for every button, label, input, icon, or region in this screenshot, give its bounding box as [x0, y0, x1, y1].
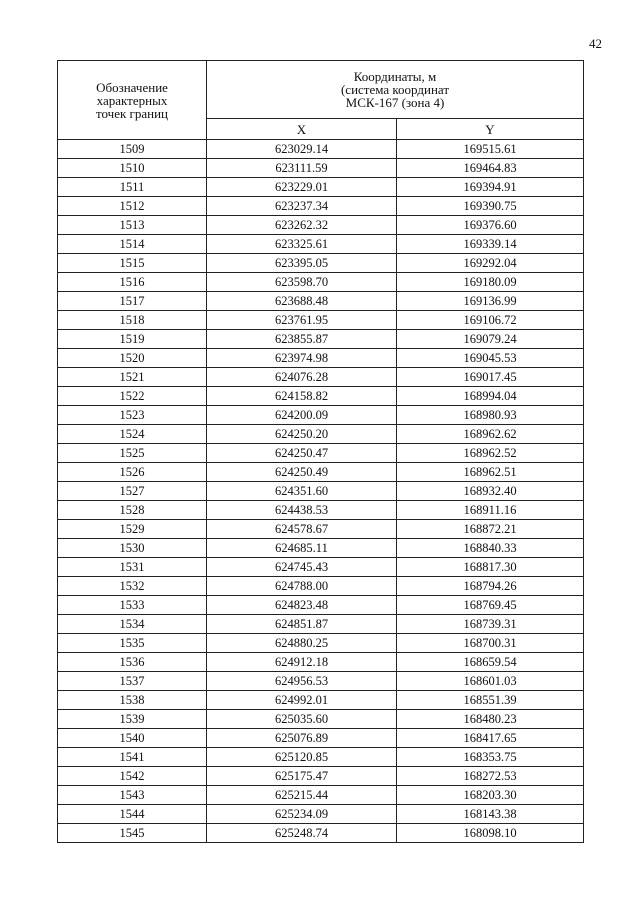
x-coordinate-cell: 625215.44: [207, 786, 397, 805]
table-row: [58, 596, 584, 615]
point-id-cell: 1534: [58, 615, 207, 634]
point-id-cell: 1512: [58, 197, 207, 216]
y-coordinate-cell: 168962.51: [397, 463, 584, 482]
table-row: [58, 634, 584, 653]
point-id-cell: 1511: [58, 178, 207, 197]
x-coordinate-cell: 624578.67: [207, 520, 397, 539]
table-row: [58, 349, 584, 368]
coordinates-header-line: Координаты, м: [353, 69, 437, 84]
table-row: [58, 691, 584, 710]
point-id-cell: 1535: [58, 634, 207, 653]
x-coordinate-cell: 623111.59: [207, 159, 397, 178]
table-row: [58, 729, 584, 748]
x-coordinate-cell: 624351.60: [207, 482, 397, 501]
table-row: [58, 501, 584, 520]
point-id-cell: 1520: [58, 349, 207, 368]
coordinates-header: [207, 61, 584, 119]
point-id-cell: 1539: [58, 710, 207, 729]
x-coordinate-cell: 623598.70: [207, 273, 397, 292]
x-coordinate-cell: 623395.05: [207, 254, 397, 273]
x-coordinate-cell: 624956.53: [207, 672, 397, 691]
y-coordinate-cell: 169390.75: [397, 197, 584, 216]
y-coordinate-cell: 168417.65: [397, 729, 584, 748]
x-coordinate-cell: 624992.01: [207, 691, 397, 710]
x-coordinate-cell: 625248.74: [207, 824, 397, 843]
table-row: [58, 387, 584, 406]
x-coordinate-cell: 624250.20: [207, 425, 397, 444]
x-coordinate-cell: 624823.48: [207, 596, 397, 615]
y-coordinate-cell: 169376.60: [397, 216, 584, 235]
y-column-header: Y: [397, 119, 584, 140]
table-row: [58, 539, 584, 558]
y-coordinate-cell: 168143.38: [397, 805, 584, 824]
y-coordinate-cell: 168098.10: [397, 824, 584, 843]
table-row: [58, 482, 584, 501]
x-coordinate-cell: 624880.25: [207, 634, 397, 653]
y-coordinate-cell: 169180.09: [397, 273, 584, 292]
table-body: [58, 140, 584, 843]
y-coordinate-cell: 168272.53: [397, 767, 584, 786]
table-row: [58, 159, 584, 178]
x-coordinate-cell: 624438.53: [207, 501, 397, 520]
coordinates-header-line: (система координат: [340, 82, 450, 97]
y-coordinate-cell: 169515.61: [397, 140, 584, 159]
y-coordinate-cell: 169394.91: [397, 178, 584, 197]
table-row: [58, 710, 584, 729]
y-coordinate-cell: 169106.72: [397, 311, 584, 330]
x-coordinate-cell: 624788.00: [207, 577, 397, 596]
point-id-cell: 1519: [58, 330, 207, 349]
x-coordinate-cell: 625175.47: [207, 767, 397, 786]
point-id-cell: 1514: [58, 235, 207, 254]
point-id-cell: 1516: [58, 273, 207, 292]
y-coordinate-cell: 169079.24: [397, 330, 584, 349]
table-row: [58, 824, 584, 843]
point-id-cell: 1513: [58, 216, 207, 235]
x-coordinate-cell: 623262.32: [207, 216, 397, 235]
x-coordinate-cell: 624158.82: [207, 387, 397, 406]
table-row: [58, 330, 584, 349]
x-coordinate-cell: 623974.98: [207, 349, 397, 368]
table-row: [58, 311, 584, 330]
point-id-cell: 1545: [58, 824, 207, 843]
x-coordinate-cell: 624912.18: [207, 653, 397, 672]
y-coordinate-cell: 168872.21: [397, 520, 584, 539]
y-coordinate-cell: 168911.16: [397, 501, 584, 520]
designation-header-line: характерных: [96, 92, 168, 108]
y-coordinate-cell: 168840.33: [397, 539, 584, 558]
point-id-cell: 1528: [58, 501, 207, 520]
table-row: [58, 178, 584, 197]
point-id-cell: 1542: [58, 767, 207, 786]
y-coordinate-cell: 168962.62: [397, 425, 584, 444]
table-header: [58, 61, 584, 140]
table-row: [58, 672, 584, 691]
x-coordinate-cell: 625234.09: [207, 805, 397, 824]
y-coordinate-cell: 168739.31: [397, 615, 584, 634]
x-coordinate-cell: 623325.61: [207, 235, 397, 254]
point-id-cell: 1533: [58, 596, 207, 615]
table-row: [58, 577, 584, 596]
point-id-cell: 1527: [58, 482, 207, 501]
y-coordinate-cell: 169045.53: [397, 349, 584, 368]
table-row: [58, 444, 584, 463]
table-row: [58, 558, 584, 577]
y-coordinate-cell: 169292.04: [397, 254, 584, 273]
table-row: [58, 406, 584, 425]
coordinates-header-line: МСК-167 (зона 4): [345, 95, 445, 110]
y-coordinate-cell: 168794.26: [397, 577, 584, 596]
y-coordinate-cell: 169464.83: [397, 159, 584, 178]
point-id-cell: 1544: [58, 805, 207, 824]
table-row: [58, 197, 584, 216]
y-coordinate-cell: 168932.40: [397, 482, 584, 501]
table-row: [58, 615, 584, 634]
point-id-cell: 1538: [58, 691, 207, 710]
table-row: [58, 786, 584, 805]
designation-header: [58, 61, 207, 140]
table-row: [58, 748, 584, 767]
designation-header-line: Обозначение: [96, 79, 168, 95]
point-id-cell: 1523: [58, 406, 207, 425]
y-coordinate-cell: 168203.30: [397, 786, 584, 805]
point-id-cell: 1543: [58, 786, 207, 805]
point-id-cell: 1525: [58, 444, 207, 463]
y-coordinate-cell: 168700.31: [397, 634, 584, 653]
point-id-cell: 1536: [58, 653, 207, 672]
x-coordinate-cell: 623855.87: [207, 330, 397, 349]
table-row: [58, 368, 584, 387]
point-id-cell: 1537: [58, 672, 207, 691]
table-row: [58, 235, 584, 254]
x-coordinate-cell: 624851.87: [207, 615, 397, 634]
x-column-header: X: [207, 119, 397, 140]
x-coordinate-cell: 624745.43: [207, 558, 397, 577]
designation-header-line: точек границ: [95, 105, 169, 121]
y-coordinate-cell: 168659.54: [397, 653, 584, 672]
y-coordinate-cell: 168551.39: [397, 691, 584, 710]
x-coordinate-cell: 624076.28: [207, 368, 397, 387]
coordinates-table: [57, 60, 584, 843]
table-row: [58, 653, 584, 672]
point-id-cell: 1521: [58, 368, 207, 387]
y-coordinate-cell: 168817.30: [397, 558, 584, 577]
y-coordinate-cell: 168994.04: [397, 387, 584, 406]
point-id-cell: 1526: [58, 463, 207, 482]
y-coordinate-cell: 168353.75: [397, 748, 584, 767]
x-coordinate-cell: 624250.49: [207, 463, 397, 482]
x-coordinate-cell: 624200.09: [207, 406, 397, 425]
x-coordinate-cell: 625035.60: [207, 710, 397, 729]
table-row: [58, 273, 584, 292]
x-coordinate-cell: 623229.01: [207, 178, 397, 197]
x-coordinate-cell: 623688.48: [207, 292, 397, 311]
point-id-cell: 1530: [58, 539, 207, 558]
x-coordinate-cell: 623761.95: [207, 311, 397, 330]
table-row: [58, 216, 584, 235]
x-coordinate-cell: 624685.11: [207, 539, 397, 558]
x-coordinate-cell: 623029.14: [207, 140, 397, 159]
x-coordinate-cell: 625076.89: [207, 729, 397, 748]
point-id-cell: 1510: [58, 159, 207, 178]
y-coordinate-cell: 168480.23: [397, 710, 584, 729]
y-coordinate-cell: 169339.14: [397, 235, 584, 254]
point-id-cell: 1509: [58, 140, 207, 159]
point-id-cell: 1518: [58, 311, 207, 330]
table-row: [58, 805, 584, 824]
table-row: [58, 463, 584, 482]
x-coordinate-cell: 624250.47: [207, 444, 397, 463]
y-coordinate-cell: 168601.03: [397, 672, 584, 691]
table-row: [58, 140, 584, 159]
point-id-cell: 1541: [58, 748, 207, 767]
y-coordinate-cell: 168980.93: [397, 406, 584, 425]
y-coordinate-cell: 169017.45: [397, 368, 584, 387]
x-coordinate-cell: 623237.34: [207, 197, 397, 216]
point-id-cell: 1517: [58, 292, 207, 311]
point-id-cell: 1540: [58, 729, 207, 748]
y-coordinate-cell: 169136.99: [397, 292, 584, 311]
point-id-cell: 1522: [58, 387, 207, 406]
table-row: [58, 254, 584, 273]
table-row: [58, 520, 584, 539]
point-id-cell: 1524: [58, 425, 207, 444]
point-id-cell: 1529: [58, 520, 207, 539]
point-id-cell: 1515: [58, 254, 207, 273]
y-coordinate-cell: 168769.45: [397, 596, 584, 615]
table-row: [58, 292, 584, 311]
point-id-cell: 1532: [58, 577, 207, 596]
x-coordinate-cell: 625120.85: [207, 748, 397, 767]
point-id-cell: 1531: [58, 558, 207, 577]
y-coordinate-cell: 168962.52: [397, 444, 584, 463]
page-number: 42: [589, 36, 602, 51]
table-row: [58, 425, 584, 444]
table-row: [58, 767, 584, 786]
